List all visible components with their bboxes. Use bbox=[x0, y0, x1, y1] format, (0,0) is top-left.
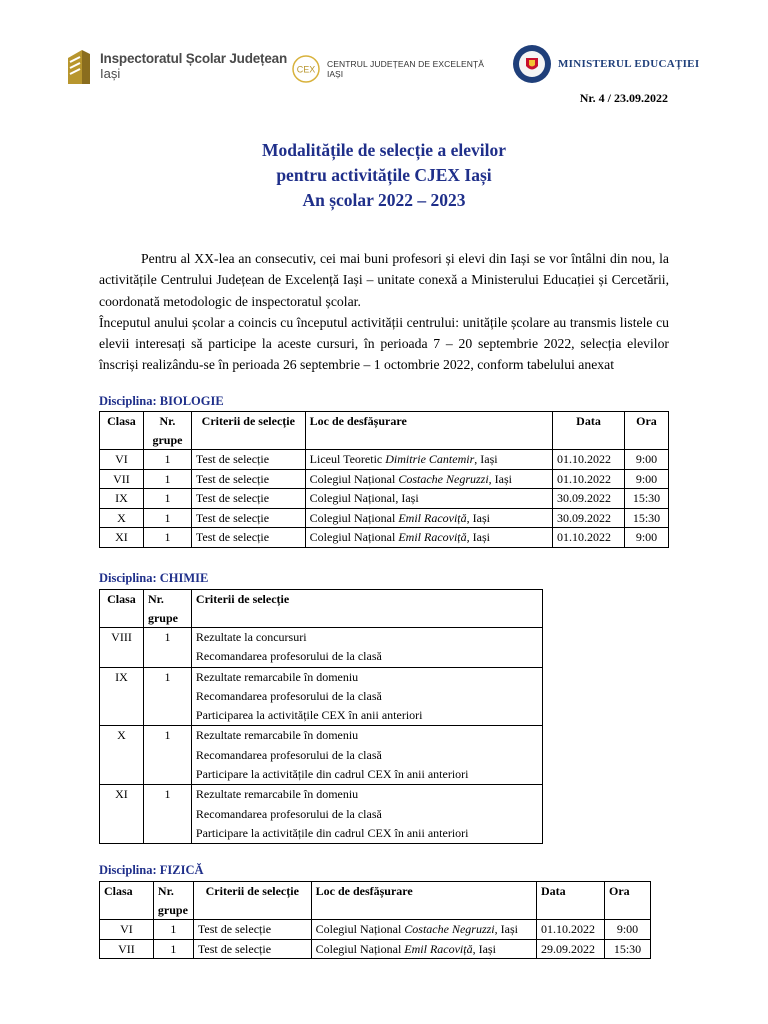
cell-criteriu: Test de selecție bbox=[191, 450, 305, 470]
cell-data: 29.09.2022 bbox=[537, 939, 605, 959]
cell-ora: 9:00 bbox=[624, 469, 668, 489]
table-row bbox=[100, 920, 651, 940]
cell-criterii bbox=[191, 726, 542, 785]
cell-criterii bbox=[191, 628, 542, 668]
cell-criteriu: Test de selecție bbox=[191, 469, 305, 489]
cell-clasa: XI bbox=[100, 528, 144, 548]
loc-suffix: , Iași bbox=[466, 510, 490, 525]
table-header-row bbox=[100, 412, 669, 450]
criteriu-item: Recomandarea profesorului de la clasă bbox=[195, 649, 382, 664]
cell-nr-grupe: 1 bbox=[143, 450, 191, 470]
intro-paragraph-1: Pentru al XX-lea an consecutiv, cei mai buni profesori și elevi din Iași se vor întâlni din nou, la activitățile Centrului Județean de Excelență Iași – unitate conexă a Ministerului Educației și Cercetării, coordonată metodologic de inspectoratul școlar. bbox=[99, 251, 669, 309]
cell-nr-grupe: 1 bbox=[143, 628, 191, 668]
government-seal-icon bbox=[512, 44, 552, 84]
cell-clasa: VI bbox=[100, 450, 144, 470]
cex-badge-text: CEX bbox=[296, 64, 316, 75]
criteriu-item: Recomandarea profesorului de la clasă bbox=[195, 806, 382, 821]
cell-loc bbox=[305, 508, 552, 528]
cell-nr-grupe: 1 bbox=[143, 469, 191, 489]
section-label-fizica: Disciplina: FIZICĂ bbox=[99, 863, 204, 877]
criteriu-item: Rezultate la concursuri bbox=[195, 630, 307, 644]
header-criterii: Criterii de selecție bbox=[191, 412, 305, 450]
loc-name: Costache Negruzzi bbox=[404, 922, 495, 936]
title-line-3: An școlar 2022 – 2023 bbox=[302, 190, 466, 210]
loc-name: Emil Racoviță bbox=[398, 510, 467, 525]
header-criterii: Criterii de selecție bbox=[193, 882, 311, 920]
cell-nr-grupe: 1 bbox=[143, 667, 191, 726]
loc-prefix: Colegiul Național bbox=[309, 471, 399, 486]
header-clasa: Clasa bbox=[100, 882, 154, 920]
header-data: Data bbox=[553, 412, 625, 450]
header-nr-grupe: Nr. grupe bbox=[143, 590, 191, 628]
cell-ora: 9:00 bbox=[624, 528, 668, 548]
document-number: Nr. 4 / 23.09.2022 bbox=[579, 91, 668, 105]
table-header-row bbox=[100, 590, 543, 628]
cell-loc bbox=[305, 450, 552, 470]
cell-clasa: XI bbox=[100, 785, 144, 844]
loc-suffix: Iași bbox=[469, 530, 490, 544]
cex-emblem-icon bbox=[291, 54, 321, 84]
cell-ora: 9:00 bbox=[604, 920, 650, 940]
criteriu-item: Recomandarea profesorului de la clasă bbox=[195, 747, 382, 762]
cell-nr-grupe: 1 bbox=[143, 528, 191, 548]
cell-ora: 15:30 bbox=[624, 489, 668, 509]
cell-loc bbox=[305, 489, 552, 509]
loc-prefix: Colegiul Național bbox=[315, 941, 405, 956]
header-data: Data bbox=[537, 882, 605, 920]
cell-criteriu: Test de selecție bbox=[191, 489, 305, 509]
cell-ora: 9:00 bbox=[624, 450, 668, 470]
cell-criteriu: Test de selecție bbox=[193, 939, 311, 959]
intro-paragraph-2: Începutul anului școlar a coincis cu începutul activității centrului: unitățile școlare au transmis listele cu elevii interesați să participe la aceste cursuri, în perioada 7 – 20 septembrie 2022, selecția elevilor înscriși realizându-se în perioada 26 septembrie – 1 octombrie 2022, conform tabelului anexat bbox=[99, 314, 669, 373]
loc-suffix: , Iași bbox=[474, 452, 498, 466]
cell-clasa: VIII bbox=[100, 628, 144, 668]
cell-clasa: VII bbox=[100, 469, 144, 489]
criteriu-item: Rezultate remarcabile în domeniu bbox=[195, 787, 359, 802]
cell-data: 30.09.2022 bbox=[553, 489, 625, 509]
cell-loc bbox=[311, 920, 536, 940]
intro-text bbox=[99, 248, 669, 376]
table-row bbox=[100, 489, 669, 509]
cex-logo bbox=[291, 54, 484, 84]
cell-nr-grupe: 1 bbox=[153, 920, 193, 940]
cell-clasa: IX bbox=[100, 667, 144, 726]
loc-name: Emil Racoviță bbox=[404, 941, 473, 956]
criteriu-item: Participare la activitățile din cadrul CEX în anii anteriori bbox=[195, 825, 469, 840]
header-ora: Ora bbox=[624, 412, 668, 450]
cell-loc bbox=[311, 939, 536, 959]
header-nr-grupe: Nr. grupe bbox=[143, 412, 191, 450]
section-label-chimie: Disciplina: CHIMIE bbox=[99, 571, 209, 585]
criteriu-item: Rezultate remarcabile în domeniu bbox=[195, 669, 359, 684]
cell-data: 01.10.2022 bbox=[537, 920, 605, 940]
cell-nr-grupe: 1 bbox=[143, 508, 191, 528]
cell-data: 01.10.2022 bbox=[553, 450, 625, 470]
loc-prefix: Colegiul Național bbox=[309, 530, 399, 544]
page-header bbox=[0, 0, 768, 105]
title-line-2: pentru activitățile CJEX Iași bbox=[276, 165, 492, 185]
criteriu-item: Recomandarea profesorului de la clasă bbox=[195, 688, 382, 703]
cell-nr-grupe: 1 bbox=[153, 939, 193, 959]
cex-city: IAȘI bbox=[327, 69, 344, 79]
table-row bbox=[100, 450, 669, 470]
cell-data: 30.09.2022 bbox=[553, 508, 625, 528]
loc-suffix: , Iași bbox=[488, 471, 512, 486]
cell-ora: 15:30 bbox=[604, 939, 650, 959]
loc-prefix: Colegiul Național bbox=[309, 510, 399, 525]
document-title bbox=[0, 138, 768, 213]
table-chimie bbox=[99, 589, 543, 844]
loc-prefix: Liceul Teoretic bbox=[309, 452, 386, 466]
loc-name: Costache Negruzzi bbox=[398, 471, 489, 486]
cell-criteriu: Test de selecție bbox=[191, 528, 305, 548]
table-row bbox=[100, 628, 543, 668]
table-row bbox=[100, 785, 543, 844]
cell-ora: 15:30 bbox=[624, 508, 668, 528]
cell-nr-grupe: 1 bbox=[143, 489, 191, 509]
cell-loc bbox=[305, 469, 552, 489]
title-line-1: Modalitățile de selecție a elevilor bbox=[262, 140, 506, 160]
table-header-row bbox=[100, 882, 651, 920]
cell-criterii bbox=[191, 785, 542, 844]
isj-name: Inspectoratul Școlar Județean bbox=[100, 51, 288, 66]
cell-nr-grupe: 1 bbox=[143, 785, 191, 844]
cell-clasa: X bbox=[100, 726, 144, 785]
header-criterii: Criterii de selecție bbox=[191, 590, 542, 628]
ministry-logo bbox=[512, 44, 699, 84]
table-row bbox=[100, 667, 543, 726]
cell-criterii bbox=[191, 667, 542, 726]
cell-clasa: X bbox=[100, 508, 144, 528]
table-row bbox=[100, 508, 669, 528]
loc-name: Dimitrie Cantemir bbox=[385, 452, 475, 466]
cell-clasa: VII bbox=[100, 939, 154, 959]
ministry-name: MINISTERUL EDUCAȚIEI bbox=[558, 58, 700, 70]
table-row bbox=[100, 939, 651, 959]
criteriu-item: Rezultate remarcabile în domeniu bbox=[195, 728, 359, 743]
header-loc: Loc de desfășurare bbox=[305, 412, 552, 450]
header-loc: Loc de desfășurare bbox=[311, 882, 536, 920]
loc-name: Emil Racoviță, bbox=[398, 530, 470, 544]
isj-emblem-icon bbox=[64, 44, 94, 88]
table-row bbox=[100, 528, 669, 548]
loc-suffix: , Iași bbox=[472, 941, 496, 956]
cell-clasa: VI bbox=[100, 920, 154, 940]
cell-criteriu: Test de selecție bbox=[193, 920, 311, 940]
cex-name: CENTRUL JUDEȚEAN DE EXCELENȚĂ bbox=[327, 59, 485, 69]
cell-nr-grupe: 1 bbox=[143, 726, 191, 785]
header-clasa: Clasa bbox=[100, 412, 144, 450]
cell-loc bbox=[305, 528, 552, 548]
cell-clasa: IX bbox=[100, 489, 144, 509]
isj-city: Iași bbox=[100, 66, 121, 81]
loc-prefix: Colegiul Național bbox=[315, 922, 405, 936]
cell-data: 01.10.2022 bbox=[553, 469, 625, 489]
table-biologie bbox=[99, 411, 669, 548]
header-ora: Ora bbox=[604, 882, 650, 920]
table-fizica bbox=[99, 881, 651, 959]
loc-suffix: , Iași bbox=[494, 922, 518, 936]
criteriu-item: Participarea la activitățile CEX în anii anteriori bbox=[195, 708, 423, 723]
section-label-biologie: Disciplina: BIOLOGIE bbox=[99, 394, 224, 408]
table-row bbox=[100, 726, 543, 785]
loc-prefix: Colegiul Național, Iași bbox=[309, 491, 419, 505]
isj-logo bbox=[64, 44, 287, 88]
cell-data: 01.10.2022 bbox=[553, 528, 625, 548]
criteriu-item: Participare la activitățile din cadrul CEX în anii anteriori bbox=[195, 767, 469, 782]
header-nr-grupe: Nr. grupe bbox=[153, 882, 193, 920]
table-row bbox=[100, 469, 669, 489]
cell-criteriu: Test de selecție bbox=[191, 508, 305, 528]
header-clasa: Clasa bbox=[100, 590, 144, 628]
